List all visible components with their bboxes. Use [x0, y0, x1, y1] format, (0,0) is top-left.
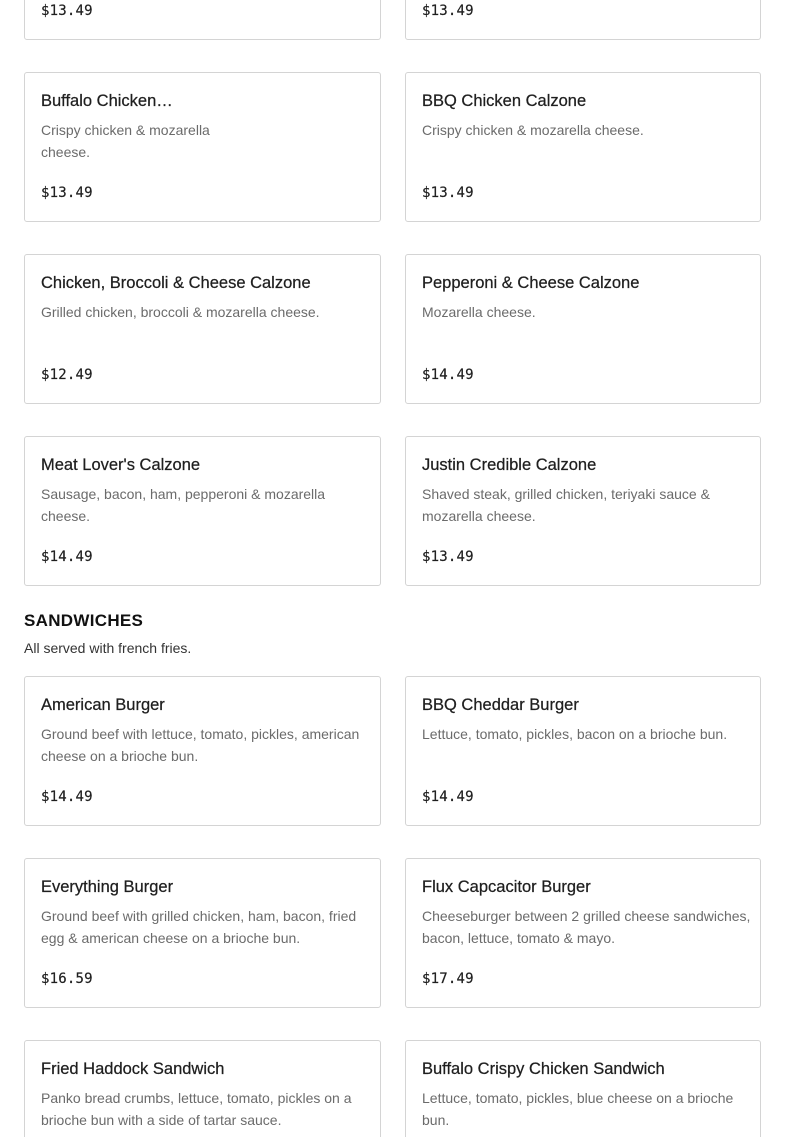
item-description: Ground beef with grilled chicken, ham, bacon, fried egg & american cheese on a brioche bun. [41, 908, 357, 946]
item-description: Lettuce, tomato, pickles, blue cheese on a brioche bun. [422, 1090, 734, 1128]
item-name: BBQ Cheddar Burger [422, 696, 579, 714]
menu-item-card[interactable] [24, 72, 381, 222]
menu-item-card[interactable] [405, 858, 761, 1008]
item-price: $14.49 [41, 789, 93, 805]
item-description: Lettuce, tomato, pickles, bacon on a brioche bun. [422, 726, 728, 742]
item-name: Chicken, Broccoli & Cheese Calzone [41, 274, 311, 292]
item-price: $13.49 [422, 3, 474, 19]
item-description: Cheeseburger between 2 grilled cheese sandwiches, bacon, lettuce, tomato & mayo. [422, 908, 751, 946]
item-price: $12.49 [41, 367, 93, 383]
item-description: Panko bread crumbs, lettuce, tomato, pickles on a brioche bun with a side of tartar sauce. [41, 1090, 352, 1128]
item-description: Crispy chicken & mozarella cheese. [41, 122, 210, 160]
menu-item-card[interactable] [405, 254, 761, 404]
item-description: Mozarella cheese. [422, 304, 536, 320]
item-name: Buffalo Crispy Chicken Sandwich [422, 1060, 665, 1078]
menu-item-card[interactable] [405, 676, 761, 826]
item-name: Everything Burger [41, 878, 174, 896]
item-name: BBQ Chicken Calzone [422, 92, 587, 110]
item-name: Pepperoni & Cheese Calzone [422, 274, 640, 292]
menu-item-card[interactable] [24, 436, 381, 586]
item-price: $14.49 [422, 367, 474, 383]
section-subtitle: All served with french fries. [24, 640, 192, 656]
item-price: $13.49 [41, 3, 93, 19]
item-price: $13.49 [422, 549, 474, 565]
item-name: Meat Lover's Calzone [41, 456, 201, 474]
menu-item-card[interactable] [24, 1040, 381, 1137]
menu-item-card[interactable] [405, 1040, 761, 1137]
item-price: $16.59 [41, 971, 93, 987]
item-description: Crispy chicken & mozarella cheese. [422, 122, 644, 138]
menu-item-card[interactable] [24, 676, 381, 826]
menu-item-card[interactable] [24, 858, 381, 1008]
menu-item-card[interactable] [405, 0, 761, 40]
item-name: Justin Credible Calzone [422, 456, 597, 474]
item-price: $14.49 [41, 549, 93, 565]
menu-item-card[interactable] [24, 254, 381, 404]
item-price: $14.49 [422, 789, 474, 805]
item-description: Shaved steak, grilled chicken, teriyaki sauce & mozarella cheese. [422, 486, 710, 524]
section-title-sandwiches: SANDWICHES [24, 611, 144, 630]
menu-item-card[interactable] [24, 0, 381, 40]
item-description: Ground beef with lettuce, tomato, pickles, american cheese on a brioche bun. [41, 726, 360, 764]
item-description: Grilled chicken, broccoli & mozarella cheese. [41, 304, 320, 320]
item-price: $13.49 [422, 185, 474, 201]
item-name: Flux Capcacitor Burger [422, 878, 591, 896]
item-name: Buffalo Chicken… [41, 92, 173, 110]
item-description: Sausage, bacon, ham, pepperoni & mozarella cheese. [41, 486, 326, 524]
item-price: $17.49 [422, 971, 474, 987]
menu-item-card[interactable] [405, 72, 761, 222]
item-name: Fried Haddock Sandwich [41, 1060, 225, 1078]
item-name: American Burger [41, 696, 165, 714]
menu-item-card[interactable] [405, 436, 761, 586]
item-price: $13.49 [41, 185, 93, 201]
